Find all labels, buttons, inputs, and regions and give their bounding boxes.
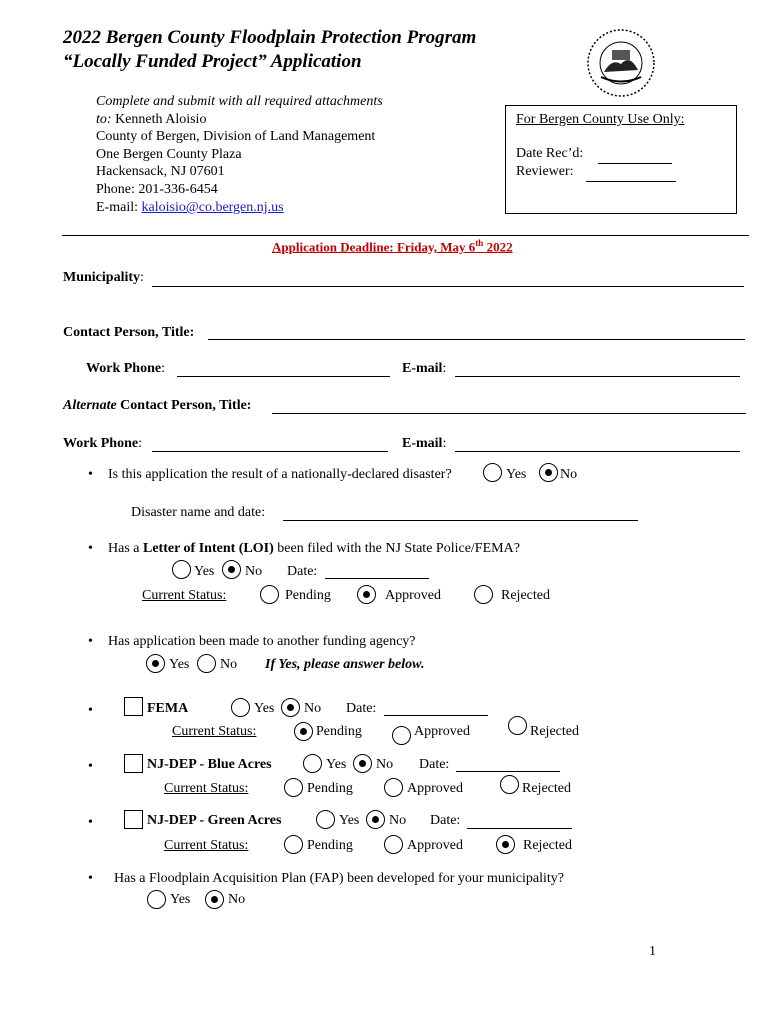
blue-acres-no-label: No: [376, 757, 394, 772]
q2-pending-radio[interactable]: [260, 585, 279, 604]
municipality-field[interactable]: [152, 286, 744, 287]
q2-yes-radio[interactable]: [172, 560, 191, 579]
q4-no-label: No: [228, 892, 246, 907]
deadline-year: 2022: [486, 239, 513, 255]
alt-contact-text: Contact Person, Title:: [120, 398, 252, 413]
q3-note: If Yes, please answer below.: [265, 657, 425, 672]
county-use-heading: For Bergen County Use Only:: [516, 112, 685, 127]
green-acres-yes-radio[interactable]: [316, 810, 335, 829]
q2-approved-label: Approved: [385, 588, 441, 603]
q3-yes-label: Yes: [169, 657, 190, 672]
colon: :: [442, 361, 447, 376]
contact-field[interactable]: [208, 339, 745, 340]
page-number: 1: [649, 944, 656, 959]
blue-acres-checkbox[interactable]: [124, 754, 143, 773]
deadline-sup: th: [475, 238, 484, 248]
q4-no-radio[interactable]: [205, 890, 224, 909]
form-title-line1: 2022 Bergen County Floodplain Protection Program: [63, 27, 477, 48]
bullet: •: [88, 871, 93, 886]
colon: :: [138, 436, 142, 451]
email-text: E-mail: [402, 361, 443, 376]
q3-yes-radio[interactable]: [146, 654, 165, 673]
q3-no-label: No: [220, 657, 238, 672]
blue-acres-status-label: Current Status:: [164, 781, 249, 796]
fema-rejected-label: Rejected: [530, 724, 579, 739]
reviewer-line[interactable]: [586, 181, 676, 182]
submit-instructions: Complete and submit with all required attachments: [96, 94, 383, 109]
blue-acres-date-field[interactable]: [456, 771, 560, 772]
date-received-label: Date Rec’d:: [516, 146, 584, 161]
fema-yes-radio[interactable]: [231, 698, 250, 717]
q2-date-field[interactable]: [325, 578, 429, 579]
blue-acres-pending-radio[interactable]: [284, 778, 303, 797]
bullet: •: [88, 703, 93, 718]
submit-to: [96, 111, 206, 129]
blue-acres-date-label: Date:: [419, 757, 450, 772]
date-received-line[interactable]: [598, 163, 672, 164]
blue-acres-approved-label: Approved: [407, 781, 463, 796]
fema-date-field[interactable]: [384, 715, 488, 716]
green-acres-approved-radio[interactable]: [384, 835, 403, 854]
contact-label: Contact Person, Title:: [63, 325, 195, 340]
blue-acres-yes-radio[interactable]: [303, 754, 322, 773]
fema-pending-label: Pending: [316, 724, 362, 739]
fema-date-label: Date:: [346, 701, 377, 716]
fema-approved-label: Approved: [414, 724, 470, 739]
work-phone-field[interactable]: [177, 376, 390, 377]
q2-rejected-radio[interactable]: [474, 585, 493, 604]
green-acres-no-radio[interactable]: [366, 810, 385, 829]
q2-rejected-label: Rejected: [501, 588, 550, 603]
fema-no-label: No: [304, 701, 322, 716]
work-phone-label: [86, 361, 165, 377]
green-acres-rejected-radio[interactable]: [496, 835, 515, 854]
green-acres-approved-label: Approved: [407, 838, 463, 853]
to-prefix: to:: [96, 112, 112, 127]
green-acres-pending-radio[interactable]: [284, 835, 303, 854]
phone-line: Phone: 201-336-6454: [96, 182, 218, 197]
contact-name: Kenneth Aloisio: [115, 112, 207, 127]
fema-pending-radio[interactable]: [294, 722, 313, 741]
q1-yes-radio[interactable]: [483, 463, 502, 482]
address-line: One Bergen County Plaza: [96, 147, 242, 162]
bullet: •: [88, 634, 93, 649]
alt-email-label: [402, 436, 446, 452]
blue-acres-pending-label: Pending: [307, 781, 353, 796]
address-line: Hackensack, NJ 07601: [96, 164, 225, 179]
green-acres-date-field[interactable]: [467, 828, 572, 829]
county-seal-icon: [586, 28, 656, 98]
colon: :: [161, 361, 165, 376]
q2-question: [108, 541, 520, 557]
colon: :: [140, 270, 144, 285]
alt-work-phone-label: [63, 436, 142, 452]
email-label: E-mail:: [96, 200, 138, 215]
deadline-text: Application Deadline: Friday, May 6: [272, 239, 476, 255]
fema-approved-radio[interactable]: [392, 726, 411, 745]
alternate-text: Alternate: [63, 398, 117, 413]
q2-bold: Letter of Intent (LOI): [143, 541, 274, 556]
blue-acres-rejected-radio[interactable]: [500, 775, 519, 794]
q2-no-label: No: [245, 564, 263, 579]
alt-contact-field[interactable]: [272, 413, 746, 414]
green-acres-status-label: Current Status:: [164, 838, 249, 853]
deadline-notice: [272, 238, 513, 255]
email-field[interactable]: [455, 376, 740, 377]
disaster-field[interactable]: [283, 520, 638, 521]
fema-label: FEMA: [147, 701, 189, 716]
q1-yes-label: Yes: [506, 467, 527, 482]
q2-date-label: Date:: [287, 564, 318, 579]
blue-acres-label: NJ-DEP - Blue Acres: [147, 757, 272, 772]
q1-no-radio[interactable]: [539, 463, 558, 482]
q1-no-label: No: [560, 467, 578, 482]
green-acres-pending-label: Pending: [307, 838, 353, 853]
q1-question: Is this application the result of a nationally-declared disaster?: [108, 467, 452, 482]
fema-yes-label: Yes: [254, 701, 275, 716]
fema-no-radio[interactable]: [281, 698, 300, 717]
green-acres-rejected-label: Rejected: [523, 838, 572, 853]
blue-acres-rejected-label: Rejected: [522, 781, 571, 796]
green-acres-no-label: No: [389, 813, 407, 828]
municipality-text: Municipality: [63, 270, 141, 285]
work-phone-text: Work Phone: [63, 436, 139, 451]
alt-email-field[interactable]: [455, 451, 740, 452]
q4-yes-radio[interactable]: [147, 890, 166, 909]
blue-acres-approved-radio[interactable]: [384, 778, 403, 797]
green-acres-yes-label: Yes: [339, 813, 360, 828]
fema-status-label: Current Status:: [172, 724, 257, 739]
bullet: •: [88, 467, 93, 482]
q3-no-radio[interactable]: [197, 654, 216, 673]
reviewer-label: Reviewer:: [516, 164, 574, 179]
q2-status-label: Current Status:: [142, 588, 227, 603]
q2-approved-radio[interactable]: [357, 585, 376, 604]
blue-acres-no-radio[interactable]: [353, 754, 372, 773]
disaster-label: Disaster name and date:: [131, 505, 266, 520]
q3-question: Has application been made to another funding agency?: [108, 634, 416, 649]
fema-rejected-radio[interactable]: [508, 716, 527, 735]
fema-checkbox[interactable]: [124, 697, 143, 716]
green-acres-date-label: Date:: [430, 813, 461, 828]
green-acres-label: NJ-DEP - Green Acres: [147, 813, 282, 828]
q2-yes-label: Yes: [194, 564, 215, 579]
green-acres-checkbox[interactable]: [124, 810, 143, 829]
q2-suffix: been filed with the NJ State Police/FEMA?: [277, 541, 520, 556]
q2-no-radio[interactable]: [222, 560, 241, 579]
municipality-label: [63, 270, 144, 286]
bullet: •: [88, 815, 93, 830]
email-field-label: [402, 361, 446, 377]
bullet: •: [88, 541, 93, 556]
county-use-box: [505, 105, 737, 214]
email-line: [96, 199, 284, 217]
email-link[interactable]: kaloisio@co.bergen.nj.us: [141, 200, 284, 215]
bullet: •: [88, 759, 93, 774]
alt-contact-label: [63, 398, 251, 414]
form-title-line2: “Locally Funded Project” Application: [63, 51, 362, 72]
q2-prefix: Has a: [108, 541, 140, 556]
blue-acres-yes-label: Yes: [326, 757, 347, 772]
divider: [62, 235, 749, 236]
work-phone-text: Work Phone: [86, 361, 162, 376]
q4-question: Has a Floodplain Acquisition Plan (FAP) been developed for your municipality?: [114, 871, 564, 886]
alt-work-phone-field[interactable]: [152, 451, 388, 452]
q4-yes-label: Yes: [170, 892, 191, 907]
address-line: County of Bergen, Division of Land Management: [96, 129, 376, 144]
email-text: E-mail: [402, 436, 443, 451]
colon: :: [442, 436, 447, 451]
q2-pending-label: Pending: [285, 588, 331, 603]
